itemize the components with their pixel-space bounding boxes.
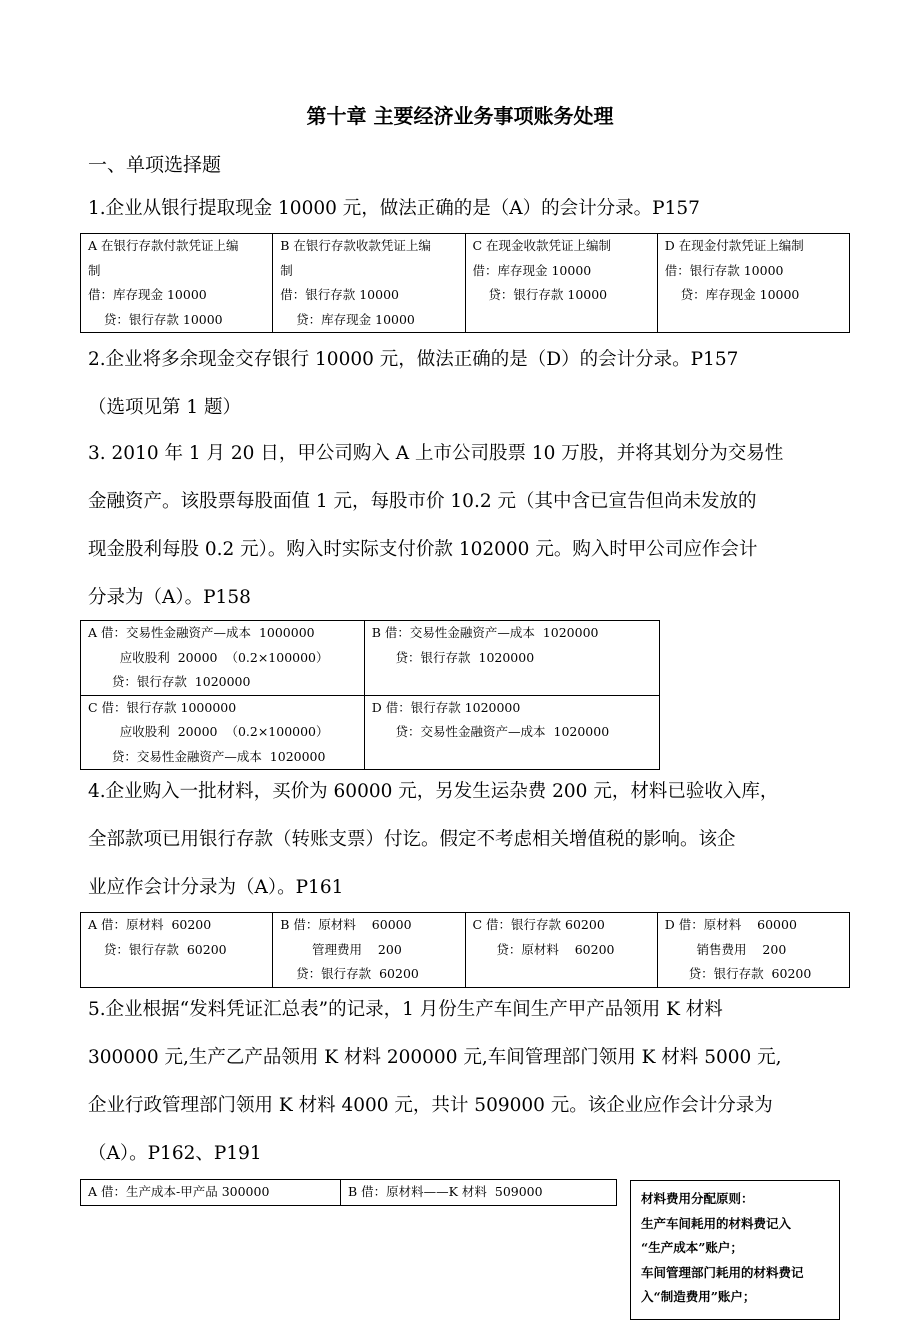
material-cost-allocation-note bbox=[630, 1180, 840, 1320]
q1-option-c: C 在现金收款凭证上编制 借：库存现金 10000 贷：银行存款 10000 bbox=[465, 234, 657, 333]
question-3-line: 现金股利每股 0.2 元）。购入时实际支付价款 102000 元。购入时甲公司应作会计 bbox=[88, 539, 758, 560]
note-line: 入“制造费用”账户； bbox=[641, 1289, 756, 1304]
question-2-line-2: （选项见第 1 题） bbox=[88, 397, 242, 418]
question-5 bbox=[88, 986, 840, 1178]
question-1-text: 1.企业从银行提取现金 10000 元，做法正确的是（A）的会计分录。P157 bbox=[88, 198, 700, 219]
q3-option-d: D 借：银行存款 1020000 贷：交易性金融资产—成本 1020000 bbox=[364, 695, 659, 770]
question-2-line-1: 2.企业将多余现金交存银行 10000 元，做法正确的是（D）的会计分录。P157 bbox=[88, 349, 739, 370]
note-line: 车间管理部门耗用的材料费记 bbox=[641, 1264, 804, 1280]
q3-option-a: A 借：交易性金融资产—成本 1000000 应收股利 20000 （0.2×100000） 贷：银行存款 1020000 bbox=[81, 621, 365, 696]
question-4-line: 4.企业购入一批材料，买价为 60000 元，另发生运杂费 200 元，材料已验收入库， bbox=[88, 781, 779, 802]
note-line: 材料费用分配原则： bbox=[641, 1191, 754, 1206]
question-4-options bbox=[80, 912, 850, 988]
question-5-line: 5.企业根据“发料凭证汇总表”的记录，1 月份生产车间生产甲产品领用 K 材料 bbox=[88, 999, 723, 1020]
question-3-line: 金融资产。该股票每股面值 1 元，每股市价 10.2 元（其中含已宣告但尚未发放的 bbox=[88, 491, 757, 512]
q5-option-b: B 借：原材料——K 材料 509000 bbox=[340, 1180, 616, 1206]
q4-option-a: A 借：原材料 60200 贷：银行存款 60200 bbox=[81, 913, 273, 988]
q4-option-d: D 借：原材料 60000 销售费用 200 贷：银行存款 60200 bbox=[657, 913, 849, 988]
question-3-options bbox=[80, 620, 660, 770]
question-3 bbox=[88, 430, 840, 622]
question-2 bbox=[88, 336, 840, 432]
question-5-line: （A）。P162、P191 bbox=[88, 1143, 262, 1164]
question-5-line: 企业行政管理部门领用 K 材料 4000 元，共计 509000 元。该企业应作会计分录为 bbox=[88, 1095, 773, 1116]
question-4 bbox=[88, 768, 840, 912]
question-5-options bbox=[80, 1179, 617, 1206]
chapter-title: 第十章 主要经济业务事项账务处理 bbox=[306, 104, 614, 128]
q1-option-a: A 在银行存款付款凭证上编 制 借：库存现金 10000 贷：银行存款 10000 bbox=[81, 234, 273, 333]
note-line: 生产车间耗用的材料费记入 bbox=[641, 1215, 792, 1231]
q1-option-b: B 在银行存款收款凭证上编 制 借：银行存款 10000 贷：库存现金 10000 bbox=[273, 234, 465, 333]
question-3-line: 3. 2010 年 1 月 20 日，甲公司购入 A 上市公司股票 10 万股，并将其划分为交易性 bbox=[88, 443, 784, 464]
question-3-line: 分录为（A）。P158 bbox=[88, 587, 251, 608]
question-5-line: 300000 元,生产乙产品领用 K 材料 200000 元,车间管理部门领用 K 材料 5000 元, bbox=[88, 1047, 782, 1068]
q1-option-d: D 在现金付款凭证上编制 借：银行存款 10000 贷：库存现金 10000 bbox=[657, 234, 849, 333]
question-4-line: 全部款项已用银行存款（转账支票）付讫。假定不考虑相关增值税的影响。该企 bbox=[88, 829, 736, 850]
note-line: “生产成本”账户； bbox=[641, 1240, 743, 1255]
question-1-options bbox=[80, 233, 850, 333]
q3-option-b: B 借：交易性金融资产—成本 1020000 贷：银行存款 1020000 bbox=[364, 621, 659, 696]
section-heading: 一、单项选择题 bbox=[88, 154, 222, 176]
question-4-line: 业应作会计分录为（A）。P161 bbox=[88, 877, 344, 898]
q3-option-c: C 借：银行存款 1000000 应收股利 20000 （0.2×100000） 贷：交易性金融资产—成本 1020000 bbox=[81, 695, 365, 770]
question-1 bbox=[88, 185, 840, 233]
q4-option-b: B 借：原材料 60000 管理费用 200 贷：银行存款 60200 bbox=[273, 913, 465, 988]
q5-option-a: A 借：生产成本-甲产品 300000 bbox=[81, 1180, 341, 1206]
q4-option-c: C 借：银行存款 60200 贷：原材料 60200 bbox=[465, 913, 657, 988]
